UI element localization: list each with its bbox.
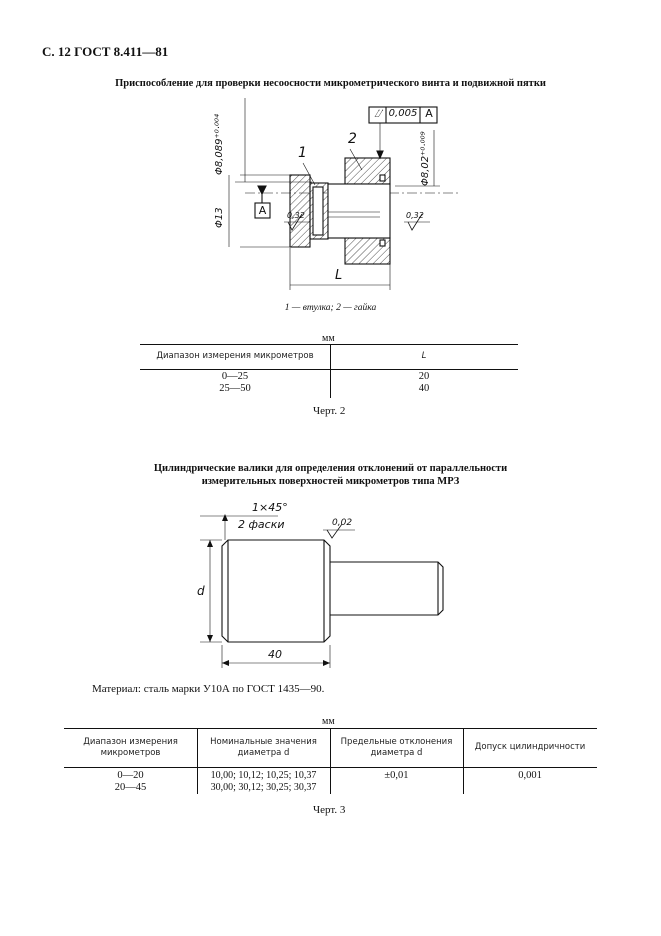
datum-label: A xyxy=(258,204,267,217)
table2-cell-deviation: ±0,01 xyxy=(384,770,409,781)
roller-shank xyxy=(330,562,443,615)
flatness-icon: ⌰ xyxy=(374,107,382,120)
callout-2: 2 xyxy=(348,131,357,147)
table2-cell-nominal xyxy=(197,770,330,794)
figure-label-2: Черт. 2 xyxy=(313,405,346,417)
table1-cell-L: 20 xyxy=(418,371,430,382)
table2-header-deviation xyxy=(330,737,463,759)
roughness-left: 0,32 xyxy=(287,211,305,220)
roller-body xyxy=(222,540,330,642)
figure-legend: 1 — втулка; 2 — гайка xyxy=(284,303,377,313)
table2-nominal-2: 30,00; 30,12; 30,25; 30,37 xyxy=(210,782,317,793)
dim-40-label: 40 xyxy=(268,648,282,661)
section1-title: Приспособление для проверки несоосности микрометрического винта и подвижной пятки xyxy=(115,78,546,89)
section2-title-line2: измерительных поверхностей микрометров типа МРЗ xyxy=(201,476,460,487)
table2-unit: мм xyxy=(322,716,335,727)
table2-range-1: 0—20 xyxy=(117,770,144,781)
dim-d13: Φ13 xyxy=(214,207,225,228)
page-header: С. 12 ГОСТ 8.411—81 xyxy=(42,44,169,59)
table2-cell-range xyxy=(64,770,197,794)
table1-unit: мм xyxy=(322,333,335,344)
table1-cell-L: 40 xyxy=(418,383,430,394)
callout-1: 1 xyxy=(298,145,307,161)
table2-header xyxy=(64,728,597,768)
figure-label-3: Черт. 3 xyxy=(313,804,346,816)
table1-cell-range: 0—25 xyxy=(221,371,249,382)
dim-d-label: d xyxy=(197,584,205,598)
table2-header-cylindricity: Допуск цилиндричности xyxy=(474,742,586,752)
dim-L: L xyxy=(335,268,343,283)
table2-nominal-1: 10,00; 10,12; 10,25; 10,37 xyxy=(210,770,317,781)
chamfer-label: 1×45° xyxy=(252,501,288,514)
table2-header-nominal xyxy=(197,737,330,759)
table2-header-range xyxy=(64,737,197,759)
table1-header-range: Диапазон измерения микрометров xyxy=(156,351,314,361)
section2-title-line1: Цилиндрические валики для определения отклонений от параллельности xyxy=(153,463,508,474)
table2-header-deviation-l2: диаметра d xyxy=(370,748,423,758)
roughness-right: 0,32 xyxy=(406,211,424,220)
dim-diameter-right: Φ8,02⁺⁰·⁰⁰⁹ xyxy=(420,131,431,186)
table2-header-deviation-l1: Предельные отклонения xyxy=(340,737,453,747)
table2-range-2: 20—45 xyxy=(114,782,147,793)
table2-header-nominal-l2: диаметра d xyxy=(237,748,290,758)
table1-header-L: L xyxy=(421,351,427,361)
tolerance-datum: A xyxy=(425,107,433,120)
material-note: Материал: сталь марки У10А по ГОСТ 1435—90. xyxy=(92,683,325,695)
dim-diameter-left: Φ8,089⁺⁰·⁰⁰⁴ xyxy=(214,114,225,175)
table2-header-nominal-l1: Номинальные значения xyxy=(210,737,317,747)
table2-header-range-l2: микрометров xyxy=(100,748,161,758)
table2-header-range-l1: Диапазон измерения xyxy=(83,737,178,747)
table2-cell-cylindricity: 0,001 xyxy=(518,770,542,781)
chamfer-count: 2 фаски xyxy=(238,518,285,531)
tolerance-value: 0,005 xyxy=(388,108,418,119)
table1-cell-range: 25—50 xyxy=(219,383,251,394)
roughness-label: 0,02 xyxy=(332,518,353,528)
